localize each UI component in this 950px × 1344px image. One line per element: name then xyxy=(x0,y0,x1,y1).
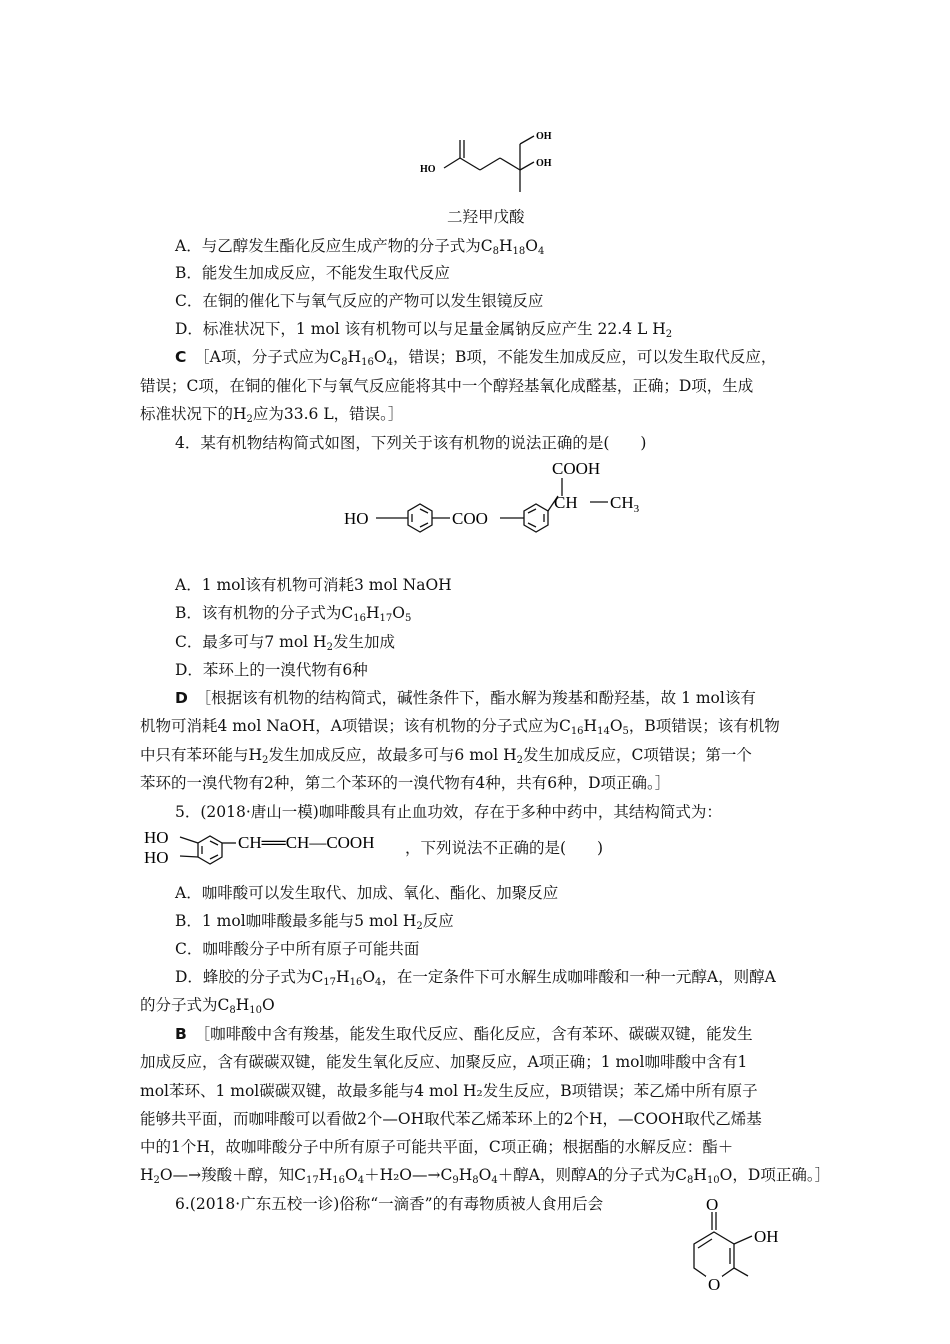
pyranone-structure xyxy=(678,1192,798,1312)
mevalonic-acid-structure xyxy=(418,122,588,202)
q5-explanation-line4: 能够共平面，而咖啡酸可以看做2个—OH取代苯乙烯苯环上的2个H，—COOH取代乙烯基 xyxy=(140,1110,762,1128)
q4-option-c: C．最多可与7 mol $H_2$发生加成 xyxy=(175,633,395,653)
q5-answer: B xyxy=(175,1025,187,1043)
oh-label: OH xyxy=(754,1227,779,1246)
ch3-label: $CH_3$ xyxy=(610,493,640,515)
q3-option-b: B．能发生加成反应，不能发生取代反应 xyxy=(175,264,450,282)
q4-answer: D xyxy=(175,689,188,707)
q4-stem: 4．某有机物结构简式如图，下列关于该有机物的说法正确的是( ) xyxy=(175,434,647,452)
q3-option-a: A．与乙醇发生酯化反应生成产物的分子式为$C_8H_{18}O_4$ xyxy=(175,237,545,257)
q5-option-d-line1: D．蜂胶的分子式为$C_{17}H_{16}O_4$，在一定条件下可水解生成咖啡酸和一种一元醇A，则醇A xyxy=(175,968,776,988)
q5-explanation-line2: 加成反应，含有碳碳双键，能发生氧化反应、加聚反应，A项正确；1 mol咖啡酸中含有1 xyxy=(140,1053,748,1071)
q4-option-a: A．1 mol该有机物可消耗3 mol NaOH xyxy=(175,576,452,594)
q3-explanation-line2: 错误；C项，在铜的催化下与氧气反应能将其中一个醇羟基氧化成醛基，正确；D项，生成 xyxy=(140,377,754,395)
ho-label: HO xyxy=(420,164,436,175)
caffeic-acid-structure xyxy=(140,824,410,874)
q3-answer: C xyxy=(175,348,187,366)
oh-mid-label: OH xyxy=(536,158,552,169)
q5-option-c: C．咖啡酸分子中所有原子可能共面 xyxy=(175,940,420,958)
cooh-label: COOH xyxy=(552,459,601,478)
q4-explanation-line3: 中只有苯环能与$H_2$发生加成反应，故最多可与6 mol $H_2$发生加成反应，C项错误；第一个 xyxy=(140,746,752,766)
q5-explanation-line3: mol苯环、1 mol碳碳双键，故最多能与4 mol H₂发生反应，B项错误；苯乙烯中所有原子 xyxy=(140,1082,758,1100)
q4-explanation-line2: 机物可消耗4 mol NaOH，A项错误；该有机物的分子式应为$C_{16}H_{14}O_5$，B项错误；该有机物 xyxy=(140,717,780,737)
mol-caption: 二羟甲戊酸 xyxy=(447,208,525,226)
q3-explanation-line3: 标准状况下的$H_2$应为33.6 L，错误。］ xyxy=(140,405,404,425)
q3-option-d: D．标准状况下，1 mol 该有机物可以与足量金属钠反应产生 22.4 L $H_2$ xyxy=(175,320,673,340)
q3-explanation-line1: C ［A项，分子式应为$C_8H_{16}O_4$，错误；B项，不能发生加成反应，可以发生取代反应， xyxy=(175,348,777,368)
q4-explanation-line4: 苯环的一溴代物有2种，第二个苯环的一溴代物有4种，共有6种，D项正确。］ xyxy=(140,774,671,792)
q5-option-b: B．1 mol咖啡酸最多能与5 mol $H_2$反应 xyxy=(175,912,454,932)
q6-stem: 6.(2018·广东五校一诊)俗称“一滴香”的有毒物质被人食用后会 xyxy=(175,1195,604,1213)
ch-label: CH xyxy=(554,493,578,512)
oh-top-label: OH xyxy=(536,131,552,142)
ho-label: HO xyxy=(344,509,369,528)
q5-explanation-line6: $H_2O—\to$羧酸＋醇，知$C_{17}H_{16}O_4+H_2O—\to C_9H_8O_4+$醇A，则醇A的分子式为$C_8H_{10}O$，D项正确。］ xyxy=(140,1166,831,1186)
q5-option-d-line2: 的分子式为$C_8H_{10}O$ xyxy=(140,996,275,1016)
q5-explanation-line5: 中的1个H，故咖啡酸分子中所有原子可能共平面，C项正确；根据酯的水解反应：酯＋ xyxy=(140,1138,734,1156)
carbonyl-o-label: O xyxy=(706,1195,719,1214)
q4-structure xyxy=(340,456,660,566)
coo-label: COO xyxy=(452,509,488,528)
ho-label-top: HO xyxy=(144,828,169,847)
q4-option-b: B．该有机物的分子式为$C_{16}H_{17}O_5$ xyxy=(175,604,412,624)
q3-option-c: C．在铜的催化下与氧气反应的产物可以发生银镜反应 xyxy=(175,292,544,310)
q5-explanation-line1: B ［咖啡酸中含有羧基，能发生取代反应、酯化反应，含有苯环、碳碳双键，能发生 xyxy=(175,1025,753,1043)
q4-explanation-line1: D ［根据该有机物的结构简式，碱性条件下，酯水解为羧基和酚羟基，故 1 mol该有 xyxy=(175,689,756,707)
side-chain-label: CH══CH—COOH xyxy=(238,833,375,852)
ho-label-bottom: HO xyxy=(144,848,169,867)
ring-o-label: O xyxy=(708,1275,721,1294)
q4-option-d: D．苯环上的一溴代物有6种 xyxy=(175,661,368,679)
q5-option-a: A．咖啡酸可以发生取代、加成、氧化、酯化、加聚反应 xyxy=(175,884,559,902)
q5-stem-continued: ，下列说法不正确的是( ) xyxy=(405,839,604,857)
q5-stem: 5．(2018·唐山一模)咖啡酸具有止血功效，存在于多种中药中，其结构简式为： xyxy=(175,803,722,821)
